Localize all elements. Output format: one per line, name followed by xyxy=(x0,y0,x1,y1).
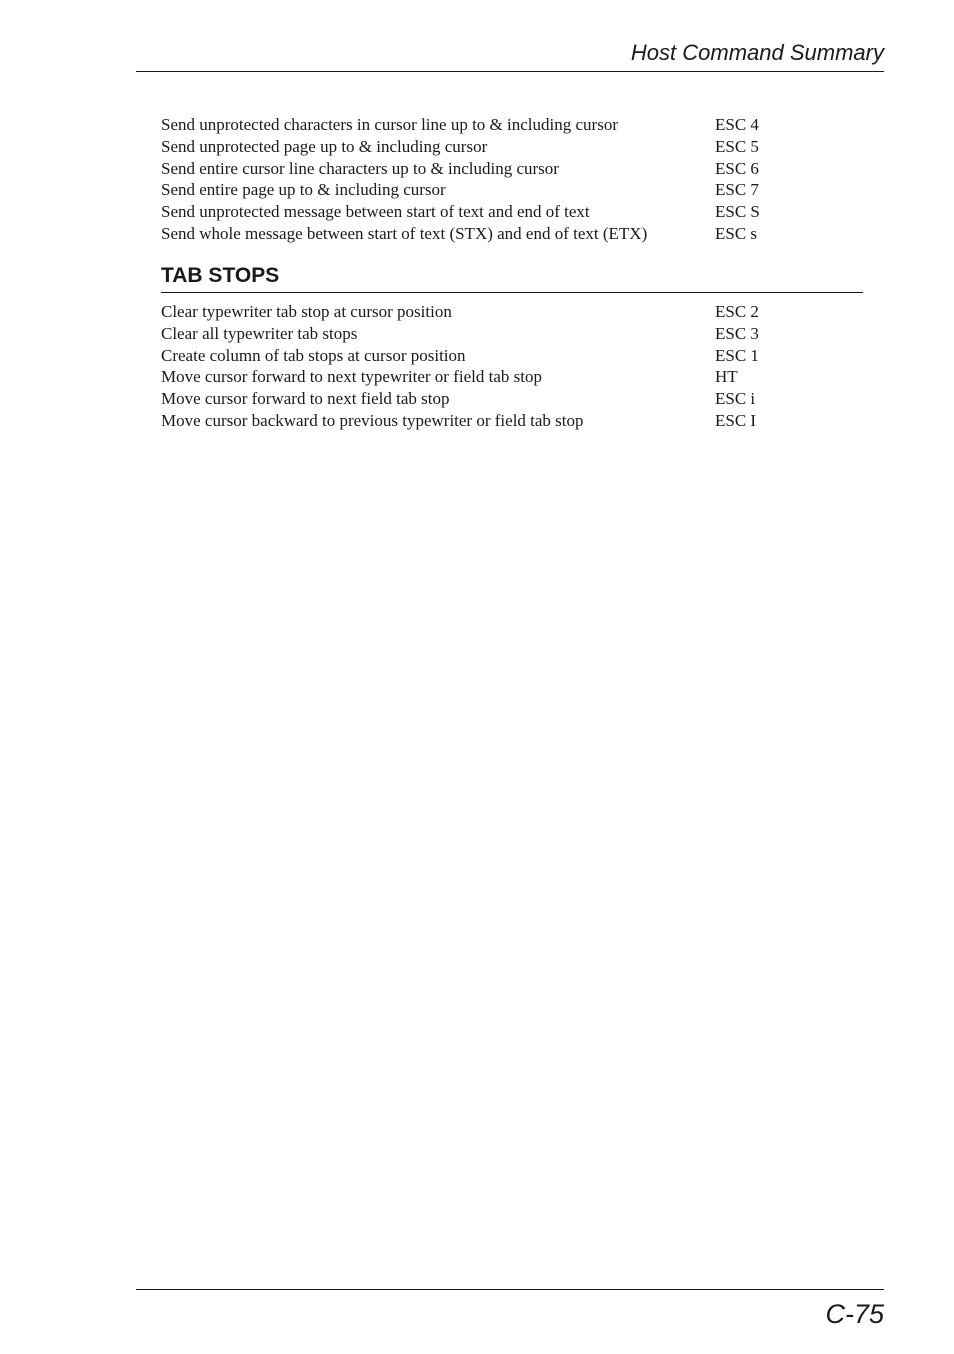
command-row xyxy=(161,158,861,180)
command-row xyxy=(161,323,861,345)
command-code: ESC I xyxy=(715,410,757,430)
running-header-title: Host Command Summary xyxy=(630,40,884,65)
command-row xyxy=(161,114,861,136)
section-rule xyxy=(161,292,863,293)
command-code: ESC i xyxy=(715,389,756,409)
command-description: Move cursor forward to next typewriter or field tab stop xyxy=(161,367,542,387)
command-description: Send entire page up to & including cursor xyxy=(161,180,446,200)
command-row xyxy=(161,179,861,201)
command-code: ESC 6 xyxy=(715,158,759,178)
command-code: ESC 5 xyxy=(715,136,759,156)
command-row xyxy=(161,345,861,367)
footer-rule xyxy=(136,1289,884,1290)
command-code: ESC s xyxy=(715,223,758,243)
command-code: ESC 3 xyxy=(715,323,759,343)
command-code: ESC S xyxy=(715,202,760,222)
command-description: Send unprotected page up to & including cursor xyxy=(161,136,488,156)
command-code: ESC 7 xyxy=(715,180,759,200)
command-description: Move cursor forward to next field tab stop xyxy=(161,389,450,409)
command-code: ESC 4 xyxy=(715,115,759,134)
command-description: Move cursor backward to previous typewriter or field tab stop xyxy=(161,410,584,430)
command-description: Send unprotected characters in cursor line up to & including cursor xyxy=(161,115,618,134)
command-description: Create column of tab stops at cursor position xyxy=(161,345,466,365)
header-rule xyxy=(136,71,884,72)
send-commands-table xyxy=(161,114,861,245)
command-description: Send unprotected message between start of text and end of text xyxy=(161,202,590,222)
command-description: Send entire cursor line characters up to & including cursor xyxy=(161,158,559,178)
command-description: Clear typewriter tab stop at cursor position xyxy=(161,302,452,321)
command-row xyxy=(161,410,861,432)
command-row xyxy=(161,223,861,245)
page-number: C-75 xyxy=(825,1299,884,1329)
section-heading-tab-stops: TAB STOPS xyxy=(161,264,280,287)
command-description: Send whole message between start of text (STX) and end of text (ETX) xyxy=(161,223,648,243)
command-code: HT xyxy=(715,367,738,387)
command-row xyxy=(161,301,861,323)
tab-stops-table xyxy=(161,301,861,432)
command-code: ESC 1 xyxy=(715,345,759,365)
command-description: Clear all typewriter tab stops xyxy=(161,323,358,343)
command-code: ESC 2 xyxy=(715,302,759,321)
command-row xyxy=(161,388,861,410)
command-row xyxy=(161,136,861,158)
command-row xyxy=(161,366,861,388)
command-row xyxy=(161,201,861,223)
